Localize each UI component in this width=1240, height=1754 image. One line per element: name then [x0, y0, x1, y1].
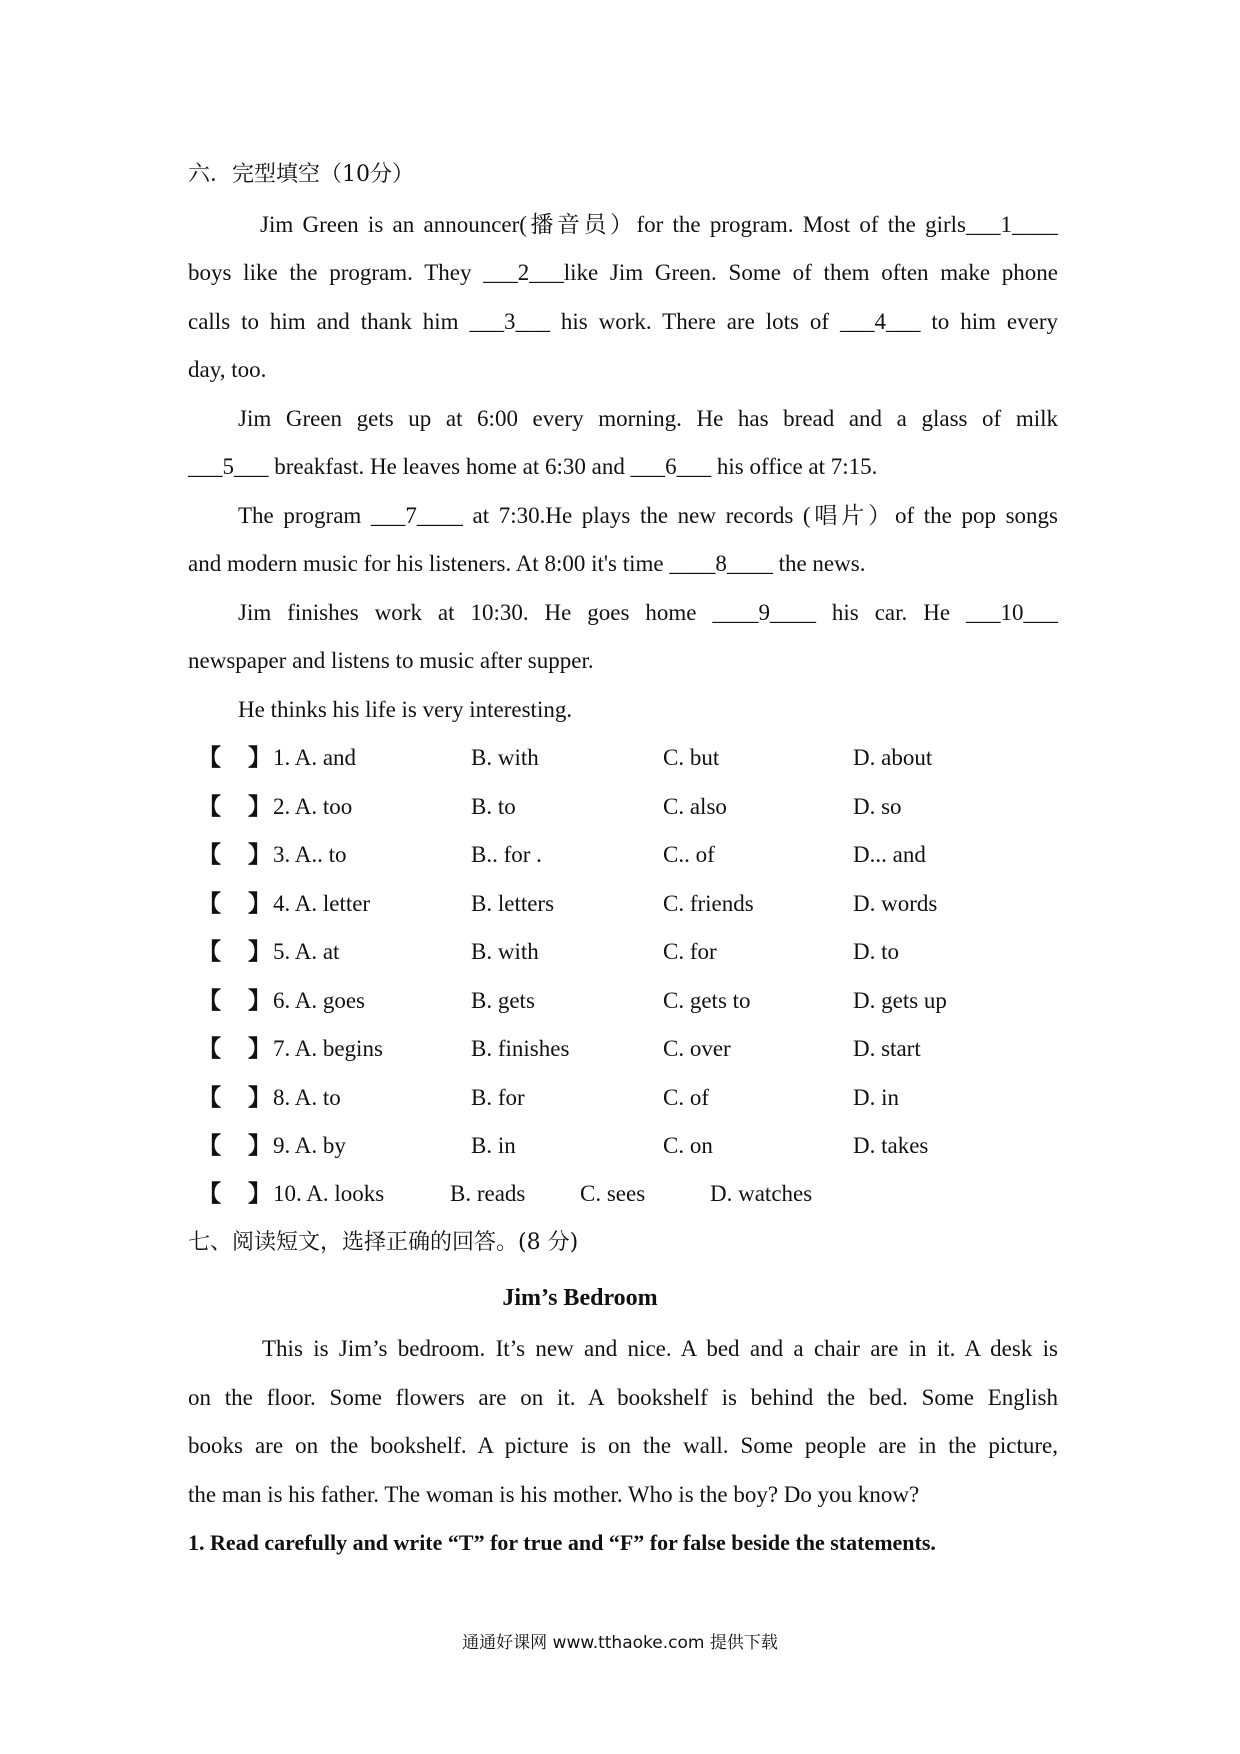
- option-c: C. but: [663, 745, 720, 770]
- answer-bracket-right[interactable]: 】: [248, 939, 271, 965]
- option-a: 6. A. goes: [273, 988, 365, 1013]
- passage-line: newspaper and listens to music after supper.: [188, 648, 594, 673]
- question-row: [188, 1083, 1088, 1115]
- answer-bracket-left[interactable]: 【: [198, 1181, 221, 1207]
- option-b: B. reads: [450, 1181, 526, 1206]
- option-b: B. to: [471, 794, 516, 819]
- answer-bracket-left[interactable]: 【: [198, 939, 221, 965]
- option-a: 1. A. and: [273, 745, 357, 770]
- option-d: D. about: [853, 745, 933, 770]
- passage-line: the man is his father. The woman is his mother. Who is the boy? Do you know?: [188, 1482, 920, 1507]
- option-d: D. gets up: [853, 988, 947, 1013]
- answer-bracket-right[interactable]: 】: [248, 1036, 271, 1062]
- answer-bracket-left[interactable]: 【: [198, 891, 221, 917]
- option-b: B. for: [471, 1085, 525, 1110]
- option-a: 2. A. too: [273, 794, 353, 819]
- answer-bracket-left[interactable]: 【: [198, 794, 221, 820]
- question-row: [188, 743, 1088, 775]
- passage-title: Jim’s Bedroom: [502, 1285, 658, 1311]
- answer-bracket-left[interactable]: 【: [198, 1133, 221, 1159]
- answer-bracket-left[interactable]: 【: [198, 1036, 221, 1062]
- option-d: D. to: [853, 939, 899, 964]
- passage-line: on the floor. Some flowers are on it. A bookshelf is behind the bed. Some English: [188, 1385, 1058, 1410]
- answer-bracket-right[interactable]: 】: [248, 745, 271, 771]
- option-d: D. watches: [710, 1181, 813, 1206]
- section-6-heading: 六．完型填空（10分）: [188, 162, 414, 187]
- option-a: 9. A. by: [273, 1133, 346, 1158]
- instruction-text: 1. Read carefully and write “T” for true and “F” for false beside the statements.: [188, 1530, 936, 1555]
- option-c: C. of: [663, 1085, 709, 1110]
- answer-bracket-right[interactable]: 】: [248, 794, 271, 820]
- passage-line: This is Jim’s bedroom. It’s new and nice. A bed and a chair are in it. A desk is: [262, 1336, 1058, 1361]
- option-b: B. with: [471, 745, 539, 770]
- question-row: [188, 840, 1088, 872]
- passage-line: day, too.: [188, 357, 267, 382]
- option-b: B. in: [471, 1133, 516, 1158]
- passage-line: He thinks his life is very interesting.: [238, 697, 573, 722]
- passage-line: The program ___7____ at 7:30.He plays the new records (唱片）of the pop songs: [238, 503, 1058, 528]
- option-a: 10. A. looks: [273, 1181, 385, 1206]
- option-c: C. also: [663, 794, 727, 819]
- option-b: B. gets: [471, 988, 535, 1013]
- passage-line: boys like the program. They ___2___like Jim Green. Some of them often make phone: [188, 260, 1058, 285]
- passage-line: and modern music for his listeners. At 8:00 it's time ____8____ the news.: [188, 551, 866, 576]
- passage-line: Jim finishes work at 10:30. He goes home ____9____ his car. He ___10___: [238, 600, 1058, 625]
- option-c: C. friends: [663, 891, 754, 916]
- passage-line: books are on the bookshelf. A picture is on the wall. Some people are in the picture,: [188, 1433, 1058, 1458]
- option-d: D. in: [853, 1085, 899, 1110]
- question-row: [188, 1034, 1088, 1066]
- option-a: 4. A. letter: [273, 891, 371, 916]
- answer-bracket-right[interactable]: 】: [248, 988, 271, 1014]
- option-a: 3. A.. to: [273, 842, 347, 867]
- option-d: D. takes: [853, 1133, 929, 1158]
- option-b: B. finishes: [471, 1036, 570, 1061]
- question-row: [188, 1179, 1088, 1211]
- option-c: C. for: [663, 939, 717, 964]
- option-a: 5. A. at: [273, 939, 340, 964]
- option-d: D. start: [853, 1036, 921, 1061]
- question-row: [188, 937, 1088, 969]
- answer-bracket-right[interactable]: 】: [248, 1085, 271, 1111]
- passage-line: ___5___ breakfast. He leaves home at 6:30 and ___6___ his office at 7:15.: [188, 454, 878, 479]
- option-c: C. over: [663, 1036, 731, 1061]
- option-c: C.. of: [663, 842, 715, 867]
- question-row: [188, 986, 1088, 1018]
- question-row: [188, 1131, 1088, 1163]
- option-c: C. on: [663, 1133, 713, 1158]
- footer-text: 通通好课网 www.tthaoke.com 提供下载: [462, 1633, 778, 1653]
- option-c: C. gets to: [663, 988, 751, 1013]
- option-a: 7. A. begins: [273, 1036, 383, 1061]
- answer-bracket-left[interactable]: 【: [198, 988, 221, 1014]
- section-7-heading: 七、阅读短文，选择正确的回答。(8 分): [188, 1230, 579, 1255]
- answer-bracket-left[interactable]: 【: [198, 842, 221, 868]
- option-b: B.. for .: [471, 842, 542, 867]
- answer-bracket-right[interactable]: 】: [248, 1133, 271, 1159]
- option-b: B. letters: [471, 891, 555, 916]
- passage-line: calls to him and thank him ___3___ his work. There are lots of ___4___ to him every: [188, 309, 1058, 334]
- answer-bracket-left[interactable]: 【: [198, 745, 221, 771]
- answer-bracket-right[interactable]: 】: [248, 1181, 271, 1207]
- question-row: [188, 889, 1088, 921]
- option-c: C. sees: [580, 1181, 646, 1206]
- answer-bracket-left[interactable]: 【: [198, 1085, 221, 1111]
- option-b: B. with: [471, 939, 539, 964]
- passage-line: Jim Green gets up at 6:00 every morning. He has bread and a glass of milk: [238, 406, 1058, 431]
- answer-bracket-right[interactable]: 】: [248, 842, 271, 868]
- answer-bracket-right[interactable]: 】: [248, 891, 271, 917]
- passage-line: Jim Green is an announcer(播音员）for the program. Most of the girls___1____: [260, 212, 1058, 237]
- option-d: D... and: [853, 842, 926, 867]
- option-d: D. words: [853, 891, 938, 916]
- question-row: [188, 792, 1088, 824]
- option-a: 8. A. to: [273, 1085, 341, 1110]
- option-d: D. so: [853, 794, 902, 819]
